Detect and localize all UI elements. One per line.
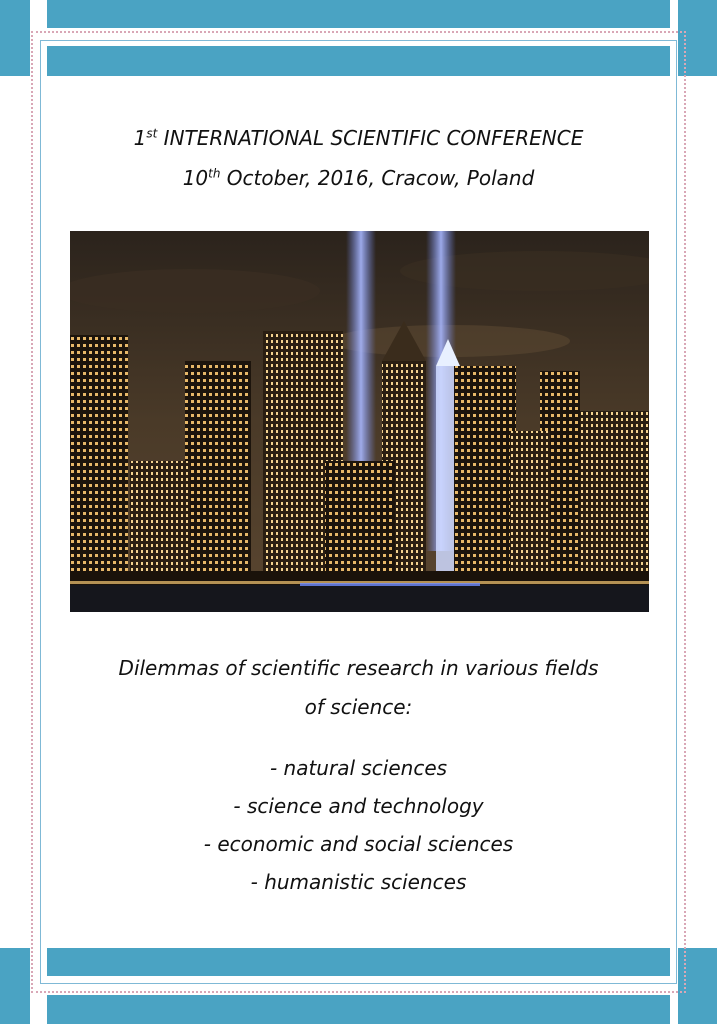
conference-date xyxy=(47,166,670,190)
bottom-bar-center xyxy=(47,995,670,1024)
list-item: - science and technology xyxy=(233,794,484,818)
bottom-bar-left xyxy=(0,948,30,1024)
conference-name: INTERNATIONAL SCIENTIFIC CONFERENCE xyxy=(157,126,584,150)
skyline-photo xyxy=(70,231,649,612)
topic-line-2: of science: xyxy=(304,695,413,719)
list-item: - natural sciences xyxy=(269,756,448,780)
list-item: - economic and social sciences xyxy=(203,832,514,856)
ordinal-suffix: st xyxy=(146,126,158,141)
ordinal-number: 1 xyxy=(133,126,147,150)
topic-line-1: Dilemmas of scientific research in various fields xyxy=(118,656,599,680)
day-suffix: th xyxy=(208,166,221,181)
top-bar-left xyxy=(0,0,30,76)
day-number: 10 xyxy=(182,166,209,190)
date-location: October, 2016, Cracow, Poland xyxy=(220,166,535,190)
conference-title xyxy=(47,126,670,150)
top-bar-center xyxy=(47,0,670,28)
list-item: - humanistic sciences xyxy=(250,870,467,894)
